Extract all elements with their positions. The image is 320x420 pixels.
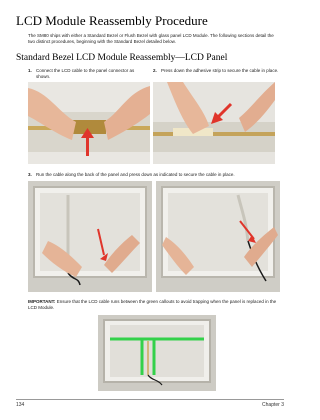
section-title: Standard Bezel LCD Module Reassembly—LCD Panel	[16, 53, 228, 63]
step-2	[153, 68, 283, 74]
step-text: Run the cable along the back of the panel and press down as indicated to secure the cable in place.	[36, 172, 235, 177]
note-label: IMPORTANT:	[28, 299, 56, 304]
photo-press-adhesive	[153, 82, 275, 164]
step-1	[28, 68, 146, 80]
footer-divider	[16, 399, 284, 400]
step-text: Press down the adhesive strip to secure the cable in place.	[161, 68, 279, 73]
photo-green-callouts	[98, 315, 216, 391]
intro-paragraph: The SM80 ships with either a Standard Bezel or Flush Bezel with glass panel LCD Module. The following sections detail the two distinct procedures, beginning with the Standard Bezel detailed below.	[28, 33, 274, 44]
important-note	[28, 299, 284, 311]
photo-run-cable-right	[156, 181, 280, 292]
step-number: 2.	[153, 68, 157, 73]
photo-connect-cable	[28, 82, 150, 164]
page-title: LCD Module Reassembly Procedure	[16, 13, 208, 28]
step-number: 1.	[28, 68, 32, 73]
page-number: 134	[16, 402, 25, 408]
step-3	[28, 172, 284, 178]
step-number: 3.	[28, 172, 32, 177]
note-text: Ensure that the LCD cable runs between the green callouts to avoid trapping when the panel is replaced in the LCD Module.	[28, 299, 277, 310]
photo-run-cable-left	[28, 181, 152, 292]
step-text: Connect the LCD cable to the panel connector as shown.	[36, 68, 135, 79]
chapter-label: Chapter 3	[262, 402, 284, 408]
